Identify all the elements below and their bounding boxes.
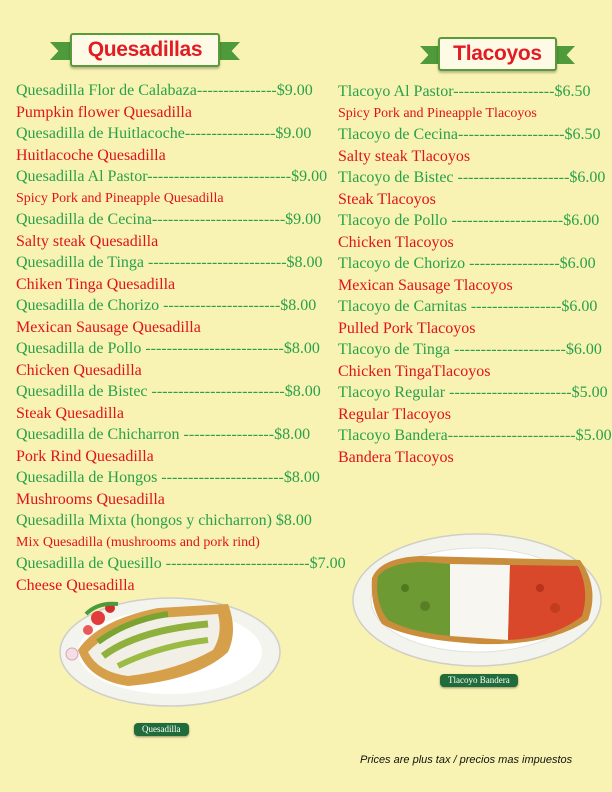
- tlacoyos-title-plate: [438, 37, 557, 71]
- menu-item-name-price: Quesadilla de Pollo --------------------------$8.00: [16, 340, 320, 357]
- menu-item-translation: Chicken Quesadilla: [16, 361, 142, 379]
- menu-item-name-price: Tlacoyo Al Pastor-------------------$6.50: [338, 83, 591, 100]
- menu-item-name-price: Quesadilla Flor de Calabaza---------------$9.00: [16, 82, 313, 99]
- menu-item-name-price: Tlacoyo de Pollo ---------------------$6.00: [338, 212, 600, 229]
- menu-item-name-price: Quesadilla Al Pastor---------------------------$9.00: [16, 168, 328, 185]
- menu-item-translation: Steak Quesadilla: [16, 404, 124, 422]
- quesadilla-label: Quesadilla: [134, 723, 189, 736]
- menu-item-name-price: Quesadilla de Cecina-------------------------$9.00: [16, 211, 322, 228]
- menu-item-name-price: Quesadilla de Tinga --------------------------$8.00: [16, 254, 323, 271]
- menu-item-name-price: Quesadilla de Quesillo ---------------------------$7.00: [16, 555, 346, 572]
- menu-item-name-price: Quesadilla de Huitlacoche-----------------$9.00: [16, 125, 312, 142]
- menu-item-name-price: Quesadilla de Hongos -----------------------$8.00: [16, 469, 320, 486]
- menu-item-translation: Mix Quesadilla (mushrooms and pork rind): [16, 534, 260, 550]
- menu-item-name-price: Tlacoyo Regular -----------------------$5.00: [338, 384, 608, 401]
- tlacoyos-banner: [420, 37, 575, 71]
- menu-item-name-price: Tlacoyo de Cecina--------------------$6.50: [338, 126, 601, 143]
- menu-item-translation: Regular Tlacoyos: [338, 405, 452, 423]
- menu-item-translation: Salty steak Quesadilla: [16, 232, 159, 250]
- menu-item-translation: Chiken Tinga Quesadilla: [16, 275, 176, 293]
- tlacoyo-bandera-label: Tlacoyo Bandera: [440, 674, 518, 687]
- menu-item-translation: Pork Rind Quesadilla: [16, 447, 154, 465]
- menu-item-translation: Chicken Tlacoyos: [338, 233, 454, 251]
- quesadillas-title-plate: [70, 33, 220, 67]
- quesadilla-photo: [58, 590, 283, 710]
- tax-note: Prices are plus tax / precios mas impuestos: [360, 754, 573, 766]
- tlacoyos-list: [338, 81, 612, 468]
- menu-item-translation: Pulled Pork Tlacoyos: [338, 319, 476, 337]
- tlacoyos-title: Tlacoyos: [453, 42, 542, 65]
- menu-item-translation: Cheese Quesadilla: [16, 576, 135, 594]
- tlacoyo-bandera-photo: [350, 528, 605, 673]
- menu-item-translation: Mexican Sausage Tlacoyos: [338, 276, 513, 294]
- quesadillas-list: [16, 80, 346, 596]
- menu-item-name-price: Tlacoyo de Chorizo -----------------$6.00: [338, 255, 596, 272]
- menu-item-translation: Mushrooms Quesadilla: [16, 490, 165, 508]
- menu-item-name-price: Tlacoyo Bandera------------------------$5.00: [338, 427, 612, 444]
- menu-item-name-price: Quesadilla de Chorizo ----------------------$8.00: [16, 297, 317, 314]
- menu-item-translation: Mexican Sausage Quesadilla: [16, 318, 201, 336]
- menu-item-translation: Steak Tlacoyos: [338, 190, 436, 208]
- menu-item-translation: Pumpkin flower Quesadilla: [16, 103, 192, 121]
- menu-item-translation: Chicken TingaTlacoyos: [338, 362, 491, 380]
- menu-item-translation: Salty steak Tlacoyos: [338, 147, 471, 165]
- menu-item-name-price: Quesadilla de Bistec -------------------------$8.00: [16, 383, 321, 400]
- menu-item-name-price: Quesadilla de Chicharron -----------------$8.00: [16, 426, 311, 443]
- menu-item-name-price: Tlacoyo de Bistec ---------------------$6.00: [338, 169, 606, 186]
- menu-item-name-price: Quesadilla Mixta (hongos y chicharron) $8.00: [16, 512, 312, 529]
- menu-item-name-price: Tlacoyo de Tinga ---------------------$6.00: [338, 341, 602, 358]
- menu-item-translation: Huitlacoche Quesadilla: [16, 146, 166, 164]
- quesadillas-title: Quesadillas: [87, 38, 203, 61]
- menu-item-translation: Bandera Tlacoyos: [338, 448, 454, 466]
- menu-item-translation: Spicy Pork and Pineapple Quesadilla: [16, 190, 224, 206]
- menu-item-translation: Spicy Pork and Pineapple Tlacoyos: [338, 105, 537, 121]
- quesadillas-banner: [50, 33, 240, 67]
- menu-item-name-price: Tlacoyo de Carnitas -----------------$6.00: [338, 298, 598, 315]
